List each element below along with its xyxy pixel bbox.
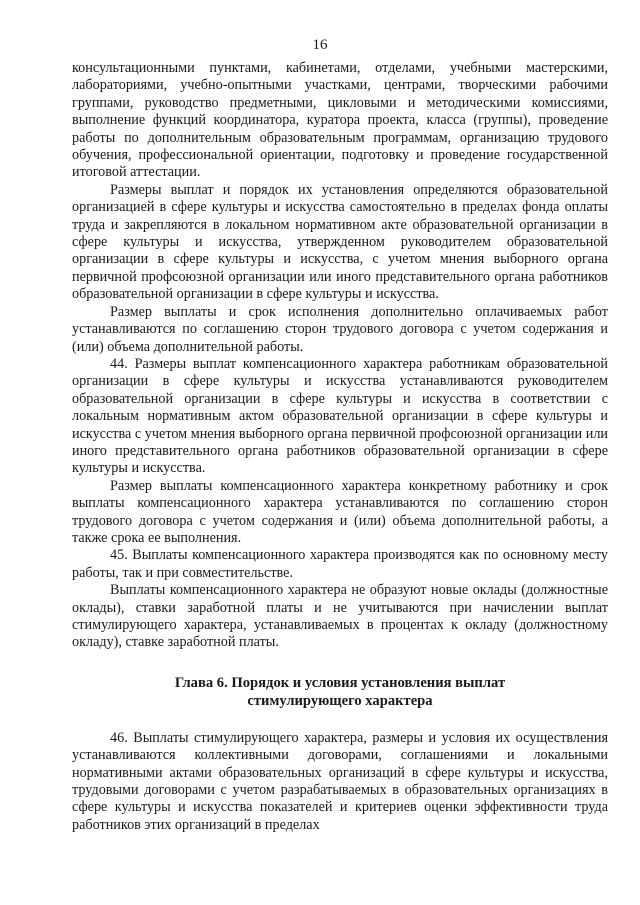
paragraph-7: 46. Выплаты стимулирующего характера, размеры и условия их осуществления устанавливаются коллективными договорами, соглашениями и локальными нормативными актами образовательных организаций в сфере культуры и искусства, трудовыми договорами с учетом разрабатываемых в образовательных организациях в сфере культуры и искусства показателей и критериев оценки эффективности труда работников этих организаций в пределах xyxy=(72,729,608,833)
paragraph-0: консультационными пунктами, кабинетами, отделами, учебными мастерскими, лабораториями, учебно-опытными участками, центрами, творческими рабочими группами, руководство предметными, цикловыми и методическими комиссиями, выполнение функций координатора, куратора проекта, класса (группы), проведение работы по дополнительным образовательным программам, организацию трудового обучения, профессиональной ориентации, подготовку и проведение государственной итоговой аттестации. xyxy=(72,60,608,181)
paragraph-2: Размер выплаты и срок исполнения дополнительно оплачиваемых работ устанавливаются по соглашению сторон трудового договора с учетом содержания и (или) объема дополнительной работы. xyxy=(72,303,608,355)
chapter-heading-line-2: стимулирующего характера xyxy=(247,692,433,709)
chapter-heading-line-1: Глава 6. Порядок и условия установления выплат xyxy=(174,674,506,691)
chapter-heading xyxy=(72,674,608,710)
paragraph-3: 44. Размеры выплат компенсационного характера работникам образовательной организации в сфере культуры и искусства устанавливаются руководителем образовательной организации в сфере культуры и искусства в соответствии с локальным нормативным актом образовательной организации в сфере культуры и искусства с учетом мнения выборного органа первичной профсоюзной организации или иного представительного органа работников образовательной организации в сфере культуры и искусства. xyxy=(72,355,608,477)
paragraph-6: Выплаты компенсационного характера не образуют новые оклады (должностные оклады), ставки заработной платы и не учитываются при начислении выплат стимулирующего характера, устанавливаемых в процентах к окладу (должностному окладу), ставке заработной платы. xyxy=(72,582,608,651)
document-body xyxy=(72,60,608,834)
paragraph-5: 45. Выплаты компенсационного характера производятся как по основному месту работы, так и при совместительстве. xyxy=(72,547,608,581)
paragraph-4: Размер выплаты компенсационного характера конкретному работнику и срок выплаты компенсационного характера устанавливаются по соглашению сторон трудового договора с учетом содержания и (или) объема дополнительной работы, а также срока ее выполнения. xyxy=(72,477,608,546)
paragraph-1: Размеры выплат и порядок их установления определяются образовательной организацией в сфере культуры и искусства самостоятельно в пределах фонда оплаты труда и закрепляются в локальном нормативном акте образовательной организации в сфере культуры и искусства, утвержденном руководителем образовательной организации в сфере культуры и искусства, с учетом мнения выборного органа первичной профсоюзной организации или иного представительного органа работников образовательной организации в сфере культуры и искусства. xyxy=(72,181,608,303)
page-number: 16 xyxy=(312,37,328,53)
